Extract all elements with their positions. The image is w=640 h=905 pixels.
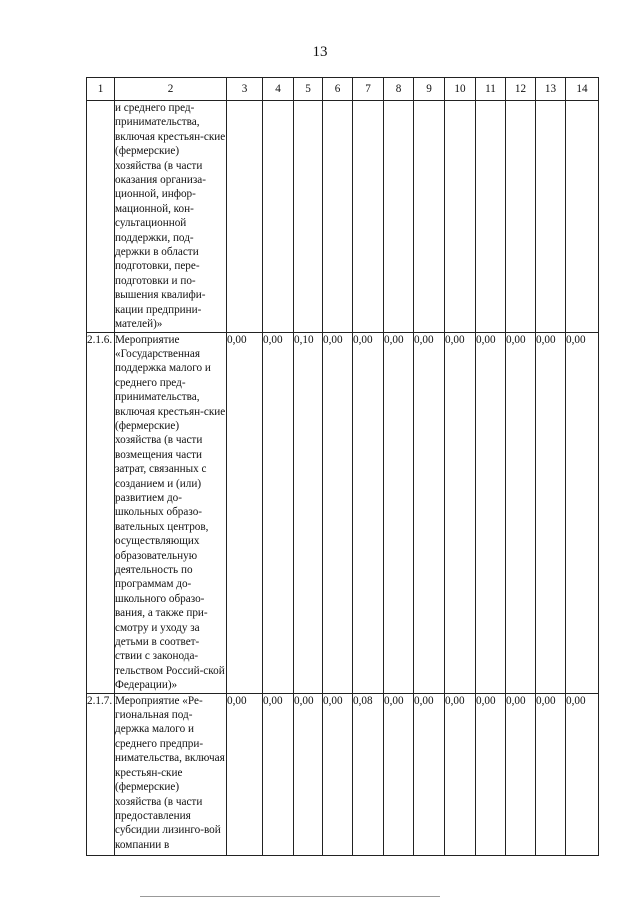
value-cell: 0,00 (323, 693, 353, 855)
column-header: 7 (353, 78, 384, 101)
column-header: 9 (414, 78, 445, 101)
value-cell: 0,00 (294, 693, 323, 855)
value-cell: 0,00 (536, 693, 566, 855)
page-number: 13 (312, 44, 328, 60)
scan-edge-line (140, 896, 440, 897)
value-cell (476, 101, 506, 333)
value-cell: 0,10 (294, 332, 323, 693)
value-cell: 0,08 (353, 693, 384, 855)
value-cell: 0,00 (414, 693, 445, 855)
value-cell: 0,00 (536, 332, 566, 693)
column-header: 11 (476, 78, 506, 101)
column-header: 13 (536, 78, 566, 101)
value-cell (536, 101, 566, 333)
value-cell: 0,00 (263, 693, 294, 855)
column-header: 12 (506, 78, 536, 101)
value-cell (506, 101, 536, 333)
column-header: 10 (445, 78, 476, 101)
value-cell: 0,00 (227, 332, 263, 693)
column-header: 3 (227, 78, 263, 101)
column-header: 6 (323, 78, 353, 101)
header-row (87, 78, 599, 101)
table-row (87, 693, 599, 855)
value-cell: 0,00 (384, 693, 414, 855)
value-cell (384, 101, 414, 333)
value-cell (294, 101, 323, 333)
column-header: 2 (115, 78, 227, 101)
value-cell: 0,00 (506, 332, 536, 693)
value-cell (566, 101, 599, 333)
value-cell: 0,00 (566, 693, 599, 855)
value-cell: 0,00 (263, 332, 294, 693)
value-cell (414, 101, 445, 333)
value-cell: 0,00 (384, 332, 414, 693)
value-cell: 0,00 (445, 332, 476, 693)
value-cell: 0,00 (323, 332, 353, 693)
row-description-text: и среднего пред-принимательства, включая крестьян-ские (фермерские) хозяйства (в части оказания организа-ционной, инфор-мационной, кон-сультационной поддержки, под-держки в области подготовки, пере-подготовки и по-вышения квалифи-кации предприни-мателей)» (115, 102, 226, 331)
value-cell (353, 101, 384, 333)
column-header: 5 (294, 78, 323, 101)
row-description (115, 693, 227, 855)
column-header: 8 (384, 78, 414, 101)
value-cell (263, 101, 294, 333)
column-header: 4 (263, 78, 294, 101)
value-cell: 0,00 (414, 332, 445, 693)
value-cell: 0,00 (227, 693, 263, 855)
value-cell: 0,00 (506, 693, 536, 855)
table-row (87, 332, 599, 693)
value-cell (323, 101, 353, 333)
row-number: 2.1.7. (87, 693, 115, 855)
table-row (87, 101, 599, 333)
value-cell (227, 101, 263, 333)
row-description-text: Мероприятие «Государственная поддержка малого и среднего пред-принимательства, включая крестьян-ские (фермерские) хозяйства (в части возмещения части затрат, связанных с созданием и (или) развитием до-школьных образо-вательных центров, осуществляющих образовательную деятельность по программам до-школьного образо-вания, а также при-смотру и уходу за детьми в соответ-ствии с законода-тельством Россий-ской Федерации)» (115, 333, 226, 692)
row-description (115, 101, 227, 333)
value-cell: 0,00 (353, 332, 384, 693)
data-table (86, 77, 599, 856)
value-cell: 0,00 (476, 693, 506, 855)
row-number: 2.1.6. (87, 332, 115, 693)
value-cell: 0,00 (476, 332, 506, 693)
row-description-text: Мероприятие «Ре-гиональная под-держка малого и среднего предпри-нимательства, включая крестьян-ские (фермерские) хозяйства (в части предоставления субсидии лизинго-вой компании в (115, 694, 225, 851)
column-header: 14 (566, 78, 599, 101)
value-cell: 0,00 (445, 693, 476, 855)
value-cell: 0,00 (566, 332, 599, 693)
row-description (115, 332, 227, 693)
column-header: 1 (87, 78, 115, 101)
row-number (87, 101, 115, 333)
value-cell (445, 101, 476, 333)
